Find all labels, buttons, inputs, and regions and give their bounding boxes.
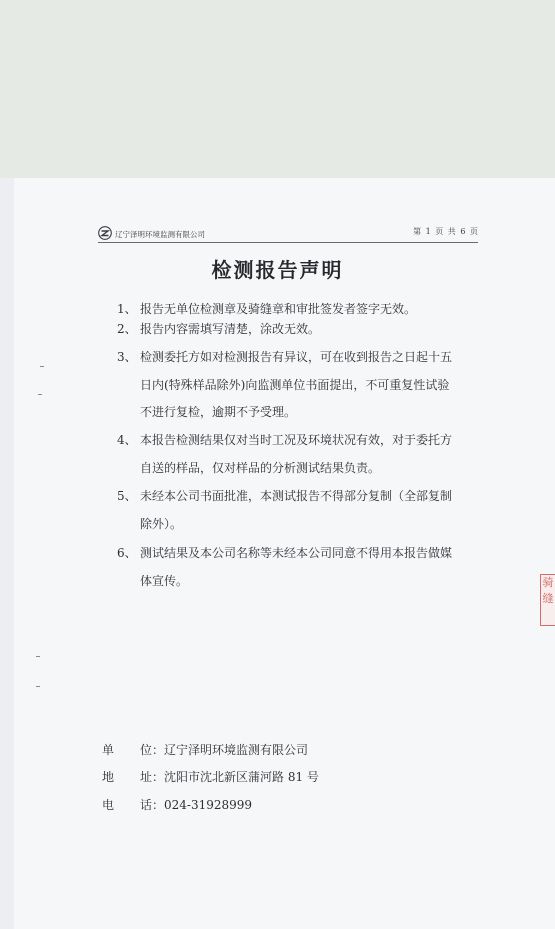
statement-line: 日内(特殊样品除外)向监测单位书面提出，不可重复性试验	[140, 378, 450, 392]
page-number: 第 1 页 共 6 页	[413, 227, 478, 236]
statement-line: 不进行复检，逾期不予受理。	[140, 405, 297, 419]
statement-line: 除外）。	[140, 517, 183, 531]
seam-seal-stamp	[540, 574, 555, 626]
address-label: 地	[102, 770, 115, 784]
seal-char: 缝	[542, 592, 554, 605]
page-title: 检测报告声明	[211, 258, 344, 282]
statement-number: 1、	[117, 302, 137, 316]
address-value: 址：沈阳市沈北新区蒲河路 81 号	[140, 770, 319, 784]
scan-mark	[36, 656, 40, 657]
scan-mark	[38, 394, 42, 395]
statement-number: 3、	[117, 350, 137, 364]
company-logo-icon	[98, 226, 112, 240]
statement-line: 未经本公司书面批准，本测试报告不得部分复制（全部复制	[140, 489, 453, 503]
statement-line: 报告无单位检测章及骑缝章和审批签发者签字无效。	[140, 302, 417, 316]
phone-value: 话：024-31928999	[140, 798, 253, 812]
header-rule	[98, 242, 478, 243]
unit-value: 位：辽宁泽明环境监测有限公司	[140, 743, 309, 757]
scan-mark	[40, 366, 44, 367]
page-header	[98, 226, 478, 242]
seal-char: 骑	[542, 576, 554, 589]
phone-label: 电	[102, 798, 115, 812]
statement-line: 自送的样品，仅对样品的分析测试结果负责。	[140, 461, 381, 475]
statement-line: 测试结果及本公司名称等未经本公司同意不得用本报告做媒	[140, 546, 453, 560]
statement-line: 体宣传。	[140, 574, 189, 588]
statement-number: 5、	[117, 489, 137, 503]
page-left-edge	[0, 178, 14, 929]
header-company-name: 辽宁泽明环境监测有限公司	[115, 230, 205, 239]
scan-mark	[36, 686, 40, 687]
statement-number: 4、	[117, 433, 137, 447]
statement-number: 6、	[117, 546, 137, 560]
unit-label: 单	[102, 743, 115, 757]
scan-top-band	[0, 0, 555, 178]
statement-line: 检测委托方如对检测报告有异议，可在收到报告之日起十五	[140, 350, 453, 364]
statement-line: 本报告检测结果仅对当时工况及环境状况有效，对于委托方	[140, 433, 453, 447]
statement-line: 报告内容需填写清楚，涂改无效。	[140, 322, 321, 336]
statement-number: 2、	[117, 322, 137, 336]
